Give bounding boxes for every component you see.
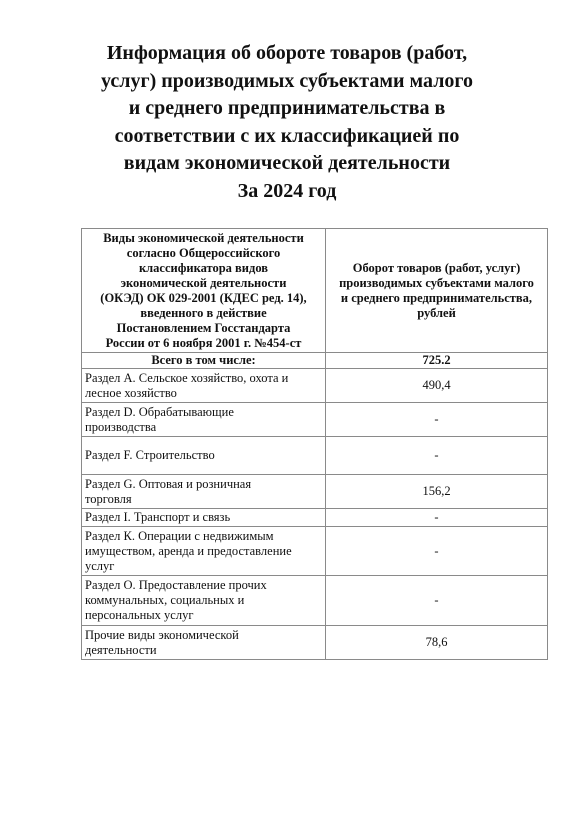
activity-name-line: Раздел G. Оптовая и розничная <box>85 476 252 491</box>
activity-name <box>82 403 326 437</box>
activity-name-line: Раздел D. Обрабатывающие <box>85 404 234 419</box>
table-row <box>82 509 548 527</box>
activity-name-line: Раздел I. Транспорт и связь <box>85 510 231 524</box>
title-line: За 2024 год <box>237 179 337 202</box>
header-line: Оборот товаров (работ, услуг) <box>352 260 521 275</box>
activity-name-line: Прочие виды экономической <box>85 627 239 642</box>
header-line: классификатора видов <box>138 260 269 275</box>
activity-name <box>82 437 326 475</box>
activity-name-line: услуг <box>85 558 115 573</box>
header-line: введенного в действие <box>140 305 267 320</box>
activity-name <box>82 509 326 527</box>
turnover-value: - <box>326 437 548 475</box>
activity-name <box>82 576 326 626</box>
total-row <box>82 353 548 369</box>
activity-name <box>82 626 326 660</box>
turnover-table <box>81 228 548 660</box>
activity-name-line: Раздел К. Операции с недвижимым <box>85 528 274 543</box>
activity-name-line: Раздел А. Сельское хозяйство, охота и <box>85 370 289 385</box>
header-activity-types <box>82 229 326 353</box>
header-line: производимых субъектами малого <box>339 275 534 290</box>
header-turnover <box>326 229 548 353</box>
activity-name <box>82 527 326 576</box>
table-row <box>82 475 548 509</box>
turnover-value: - <box>326 509 548 527</box>
title-line: видам экономической деятельности <box>123 152 451 174</box>
header-line: (ОКЭД) ОК 029-2001 (КДЕС ред. 14), <box>100 290 307 305</box>
activity-name-line: Раздел О. Предоставление прочих <box>85 578 267 592</box>
table-row <box>82 437 548 475</box>
activity-name <box>82 475 326 509</box>
header-line: Виды экономической деятельности <box>103 230 304 245</box>
table-row <box>82 626 548 660</box>
activity-name-line: торговля <box>85 491 132 506</box>
header-line: экономической деятельности <box>120 275 287 290</box>
turnover-value: - <box>326 527 548 576</box>
activity-name-line: Раздел F. Строительство <box>85 448 215 462</box>
title-line: соответствии с их классификацией по <box>114 124 460 147</box>
header-line: и среднего предпринимательства, <box>340 290 533 305</box>
table-row <box>82 527 548 576</box>
turnover-value: - <box>326 403 548 437</box>
activity-name-line: имуществом, аренда и предоставление <box>85 543 292 558</box>
header-line: согласно Общероссийского <box>126 245 281 260</box>
table-row <box>82 369 548 403</box>
turnover-value: 490,4 <box>326 369 548 403</box>
total-value: 725.2 <box>326 353 548 369</box>
activity-name-line: деятельности <box>85 642 157 657</box>
header-line: России от 6 ноября 2001 г. №454-ст <box>105 335 302 350</box>
header-line: рублей <box>417 305 456 320</box>
document-title <box>60 40 514 205</box>
table-header-row <box>82 229 548 353</box>
turnover-value: 78,6 <box>326 626 548 660</box>
activity-name <box>82 369 326 403</box>
table-row <box>82 576 548 626</box>
activity-name-line: лесное хозяйство <box>85 385 177 400</box>
turnover-value: - <box>326 576 548 626</box>
activity-name-line: коммунальных, социальных и <box>85 593 245 607</box>
activity-name-line: персональных услуг <box>85 608 194 622</box>
activity-name-line: производства <box>85 419 157 434</box>
total-label: Всего в том числе: <box>82 353 326 369</box>
title-line: услуг) производимых субъектами малого <box>101 69 473 92</box>
table-row <box>82 403 548 437</box>
header-line: Постановлением Госстандарта <box>116 320 291 335</box>
title-line: Информация об обороте товаров (работ, <box>106 42 468 64</box>
title-line: и среднего предпринимательства в <box>128 97 446 119</box>
turnover-value: 156,2 <box>326 475 548 509</box>
